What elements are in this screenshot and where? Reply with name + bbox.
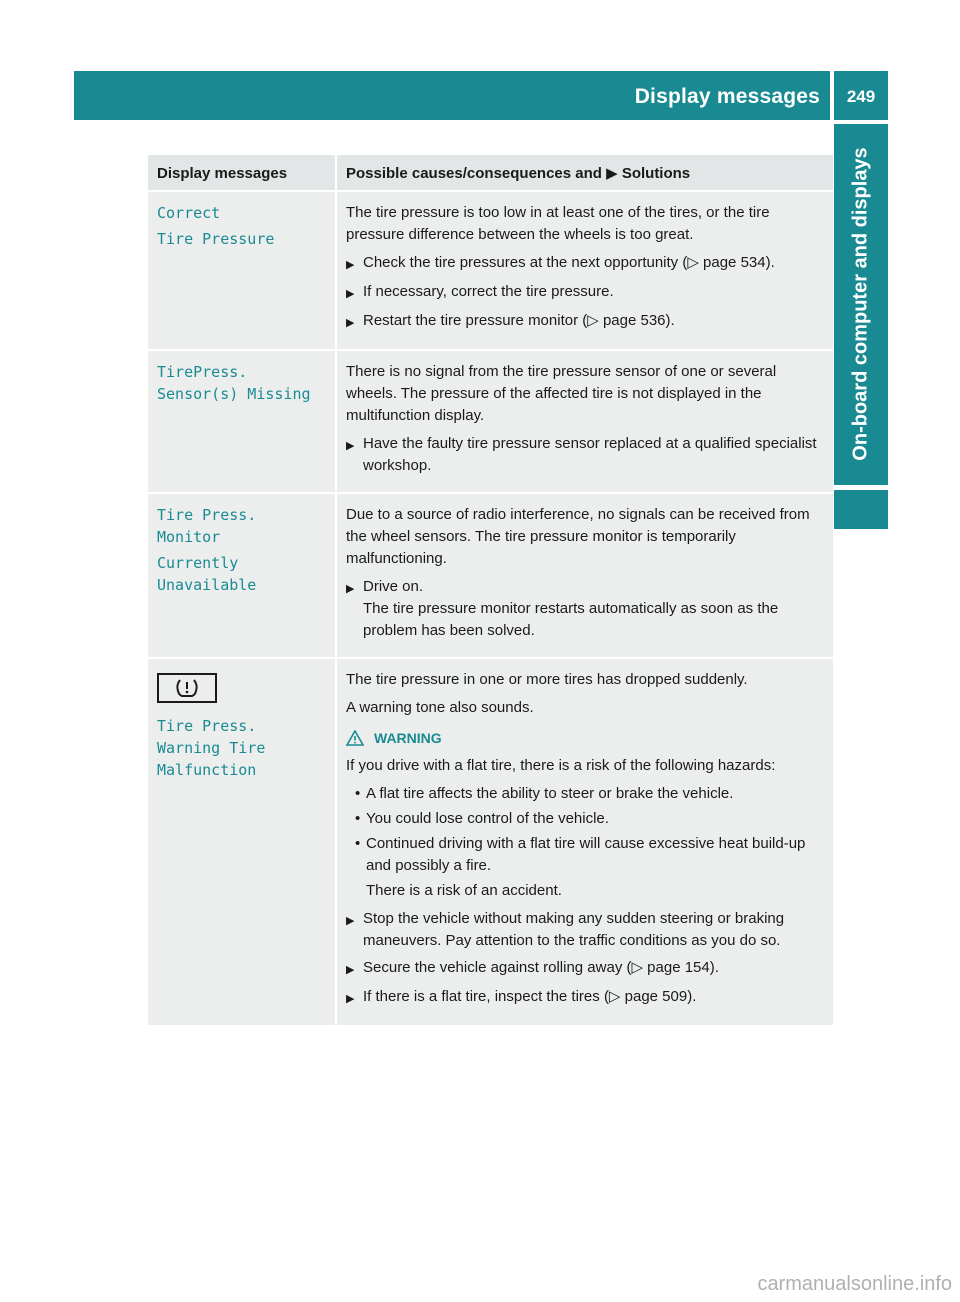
message-cell <box>148 658 336 1026</box>
hazard-intro: If you drive with a flat tire, there is a risk of the following hazards: <box>346 757 776 774</box>
step <box>346 433 825 477</box>
step-text: Have the faulty tire pressure sensor replaced at a qualified specialist workshop. <box>363 435 817 474</box>
column-header-messages: Display messages <box>148 155 336 191</box>
page-number: 249 <box>846 87 876 106</box>
chapter-title: On-board computer and displays <box>849 147 872 461</box>
message-line: Tire Pressure <box>157 230 275 248</box>
message-line: Tire Press. <box>157 717 257 735</box>
warning-heading <box>346 727 825 749</box>
step-arrow-icon: ▶ <box>346 259 355 271</box>
step <box>346 281 825 305</box>
hazard-item: • A flat tire affects the ability to steer or brake the vehicle. <box>346 783 825 805</box>
warning-triangle-icon <box>346 730 364 746</box>
hazard-item: • Continued driving with a flat tire will cause excessive heat build-up and possibly a fire. <box>346 833 825 877</box>
step-arrow-icon: ▶ <box>346 583 355 595</box>
step-text: If there is a flat tire, inspect the tires (▷ page 509). <box>363 988 697 1005</box>
step-text: Restart the tire pressure monitor (▷ page 536). <box>363 312 675 329</box>
step <box>346 310 825 334</box>
column-header-causes: Possible causes/consequences and ▶ Solutions <box>336 155 833 191</box>
bullet-icon: • <box>355 835 361 852</box>
table-row <box>148 658 833 1026</box>
section-title: Display messages <box>634 85 820 108</box>
solution-cell <box>336 350 833 493</box>
watermark: carmanualsonline.info <box>757 1273 952 1295</box>
step-arrow-icon: ▶ <box>346 440 355 452</box>
step-arrow-icon: ▶ <box>346 288 355 300</box>
message-cell <box>148 350 336 493</box>
step-text: If necessary, correct the tire pressure. <box>363 283 614 300</box>
warning-label: WARNING <box>374 730 442 746</box>
cause-text: Due to a source of radio interference, no signals can be received from the wheel sensors. The tire pressure monitor is temporarily malfunctioning. <box>346 506 810 567</box>
cause-text: A warning tone also sounds. <box>346 699 534 716</box>
step-text: Drive on. <box>363 578 424 595</box>
message-line: Tire Press. Monitor <box>157 506 257 546</box>
step-arrow-icon: ▶ <box>346 964 355 976</box>
table-row <box>148 493 833 658</box>
step <box>346 957 825 981</box>
step-text: Stop the vehicle without making any sudden steering or braking maneuvers. Pay attention to the traffic conditions as you do so. <box>363 910 785 949</box>
message-cell <box>148 493 336 658</box>
solution-cell <box>336 493 833 658</box>
step-text: Secure the vehicle against rolling away (▷ page 154). <box>363 959 719 976</box>
display-messages-table <box>148 155 833 1027</box>
solution-cell <box>336 191 833 350</box>
step-arrow-icon: ▶ <box>346 317 355 329</box>
hazard-item: • You could lose control of the vehicle. <box>346 808 825 830</box>
tire-pressure-warning-icon <box>157 673 217 703</box>
step-arrow-icon: ▶ <box>346 915 355 927</box>
message-line: Currently Unavailable <box>157 554 257 594</box>
step <box>346 252 825 276</box>
step <box>346 576 825 642</box>
cause-text: The tire pressure is too low in at least one of the tires, or the tire pressure difference between the wheels is too great. <box>346 204 770 243</box>
table-header-row <box>148 155 833 191</box>
step <box>346 986 825 1010</box>
bullet-icon: • <box>355 785 361 802</box>
table-row <box>148 350 833 493</box>
cause-text: There is no signal from the tire pressure sensor of one or several wheels. The pressure of the affected tire is not displayed in the multifunction display. <box>346 363 777 424</box>
header-bar <box>74 71 830 120</box>
message-line: Sensor(s) Missing <box>157 385 311 403</box>
accident-note: There is a risk of an accident. <box>366 882 562 899</box>
step <box>346 908 825 952</box>
bullet-icon: • <box>355 810 361 827</box>
step-text: Check the tire pressures at the next opportunity (▷ page 534). <box>363 254 775 271</box>
page-number-box <box>834 71 888 120</box>
cause-text: The tire pressure in one or more tires has dropped suddenly. <box>346 671 748 688</box>
side-tab-block <box>834 490 888 529</box>
solution-cell <box>336 658 833 1026</box>
message-cell <box>148 191 336 350</box>
step-arrow-icon: ▶ <box>346 993 355 1005</box>
message-line: Correct <box>157 204 221 222</box>
message-line: Warning Tire <box>157 739 266 757</box>
message-line: TirePress. <box>157 363 248 381</box>
table-row <box>148 191 833 350</box>
message-line: Malfunction <box>157 761 257 779</box>
step-detail: The tire pressure monitor restarts automatically as soon as the problem has been solved. <box>363 600 779 639</box>
